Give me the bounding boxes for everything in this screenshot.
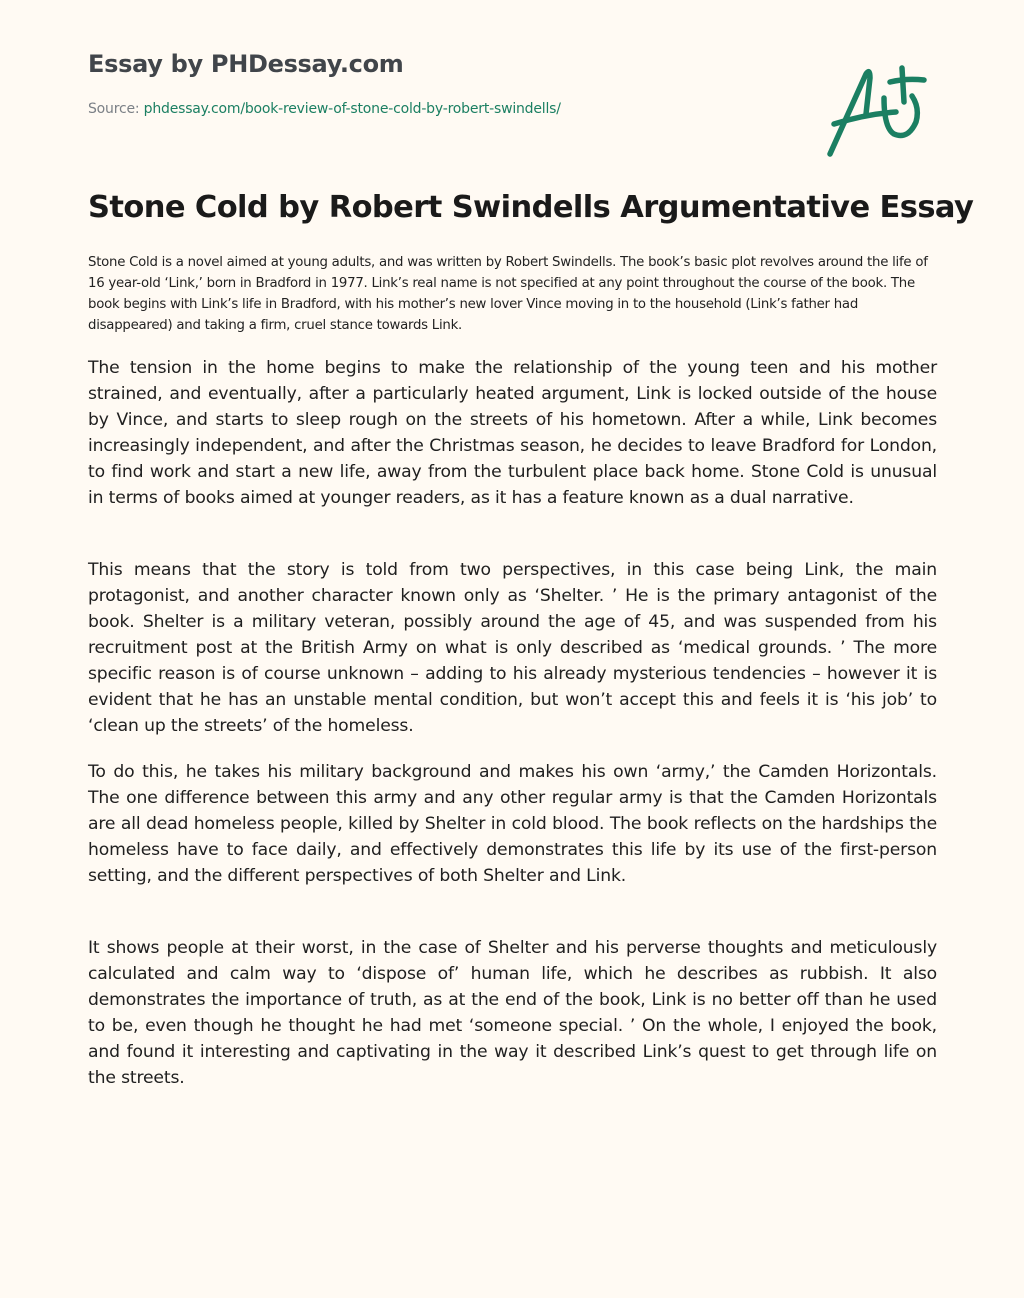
source-line [88,101,561,117]
site-brand: Essay by PHDessay.com [88,50,404,78]
essay-paragraph: It shows people at their worst, in the case of Shelter and his perverse thoughts and meticulously calculated and calm way to ‘dispose of’ human life, which he describes as rubbish. It also demonstrates the importance of truth, as at the end of the book, Link is no better off than he used to be, even though he thought he had met ‘someone special. ’ On the whole, I enjoyed the book, and found it interesting and captivating in the way it described Link’s quest to get through life on the streets. [88,938,937,1088]
source-link[interactable]: phdessay.com/book-review-of-stone-cold-by-robert-swindells/ [143,101,561,117]
essay-intro: Stone Cold is a novel aimed at young adults, and was written by Robert Swindells. The book’s basic plot revolves around the life of 16 year-old ‘Link,’ born in Bradford in 1977. Link’s real name is not specified at any point throughout the course of the book. The book begins with Link’s life in Bradford, with his mother’s new lover Vince moving in to the household (Link’s father had disappeared) and taking a firm, cruel stance towards Link. [88,255,928,333]
a-plus-grade-icon [826,62,930,162]
essay-paragraph: The tension in the home begins to make the relationship of the young teen and his mother strained, and eventually, after a particularly heated argument, Link is locked outside of the house by Vince, and starts to sleep rough on the streets of his hometown. After a while, Link becomes increasingly independent, and after the Christmas season, he decides to leave Bradford for London, to find work and start a new life, away from the turbulent place back home. Stone Cold is unusual in terms of books aimed at younger readers, as it has a feature known as a dual narrative. [88,358,937,508]
essay-paragraph: To do this, he takes his military background and makes his own ‘army,’ the Camden Horizontals. The one difference between this army and any other regular army is that the Camden Horizontals are all dead homeless people, killed by Shelter in cold blood. The book reflects on the hardships the homeless have to face daily, and effectively demonstrates this life by its use of the first-person setting, and the different perspectives of both Shelter and Link. [88,762,937,886]
source-label: Source: [88,101,144,117]
essay-paragraph: This means that the story is told from two perspectives, in this case being Link, the main protagonist, and another character known only as ‘Shelter. ’ He is the primary antagonist of the book. Shelter is a military veteran, possibly around the age of 45, and was suspended from his recruitment post at the British Army on what is only described as ‘medical grounds. ’ The more specific reason is of course unknown – adding to his already mysterious tendencies – however it is evident that he has an unstable mental condition, but won’t accept this and feels it is ‘his job’ to ‘clean up the streets’ of the homeless. [88,560,937,736]
essay-title: Stone Cold by Robert Swindells Argumentative Essay [88,190,974,225]
